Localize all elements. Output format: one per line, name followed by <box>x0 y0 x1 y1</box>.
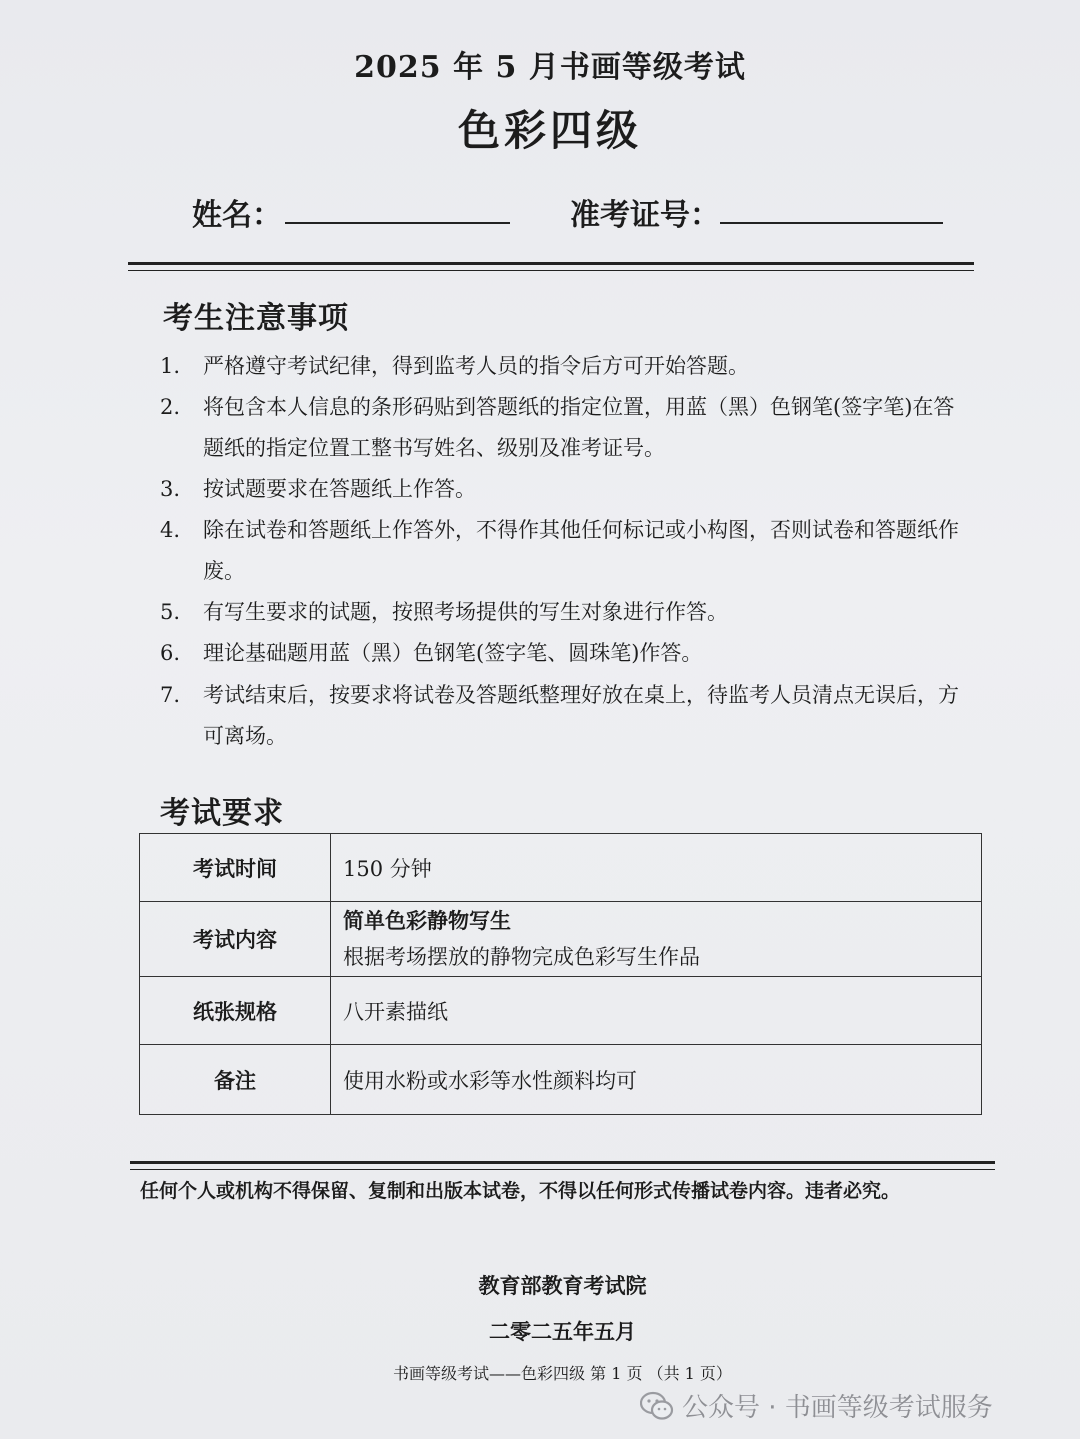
footer-rule-thin <box>130 1169 995 1170</box>
page-footer: 书画等级考试——色彩四级 第 1 页 （共 1 页） <box>393 1364 732 1383</box>
table-key-cell: 考试时间 <box>140 834 331 902</box>
notice-item-text: 按试题要求在答题纸上作答。 <box>203 477 476 501</box>
table-key-cell: 考试内容 <box>140 902 331 977</box>
table-row <box>140 902 982 977</box>
issuer-name: 教育部教育考试院 <box>478 1273 647 1298</box>
notice-item-number: 1. <box>160 354 181 378</box>
table-value-cell: 八开素描纸 <box>331 977 982 1045</box>
table-value-cell <box>331 902 982 977</box>
wechat-icon <box>640 1391 674 1421</box>
notice-item-text: 考试结束后，按要求将试卷及答题纸整理好放在桌上，待监考人员清点无误后，方可离场。 <box>203 683 959 748</box>
ticket-number-label: 准考证号： <box>570 198 720 233</box>
issue-date: 二零二五年五月 <box>489 1319 636 1344</box>
notice-item-text: 将包含本人信息的条形码贴到答题纸的指定位置，用蓝（黑）色钢笔(签字笔)在答题纸的指定位置工整书写姓名、级别及准考证号。 <box>203 395 955 460</box>
table-row <box>140 1045 982 1115</box>
notice-item-number: 3. <box>160 477 181 501</box>
table-key-cell: 备注 <box>140 1045 331 1115</box>
requirements-heading: 考试要求 <box>160 796 284 831</box>
table-row <box>140 977 982 1045</box>
table-value-cell: 使用水粉或水彩等水性颜料均可 <box>331 1045 982 1115</box>
table-value-cell: 150 分钟 <box>331 834 982 902</box>
watermark <box>640 1385 1070 1429</box>
notice-item-number: 7. <box>160 683 181 707</box>
name-blank-line <box>285 222 510 224</box>
ticket-number-blank-line <box>720 222 943 224</box>
requirements-table <box>139 833 982 1115</box>
footer-rule-thick <box>130 1161 995 1164</box>
table-value-title: 简单色彩静物写生 <box>343 908 511 933</box>
table-key-cell: 纸张规格 <box>140 977 331 1045</box>
notice-item-number: 2. <box>160 395 181 419</box>
notice-item-text: 除在试卷和答题纸上作答外，不得作其他任何标记或小构图，否则试卷和答题纸作废。 <box>203 518 959 583</box>
table-value-text: 根据考场摆放的静物完成色彩写生作品 <box>343 945 700 969</box>
header-rule-thick <box>128 262 974 265</box>
name-label: 姓名： <box>192 198 282 233</box>
watermark-text: 公众号 · 书画等级考试服务 <box>682 1393 993 1423</box>
notice-item-text: 理论基础题用蓝（黑）色钢笔(签字笔、圆珠笔)作答。 <box>203 641 703 665</box>
notice-item-text: 严格遵守考试纪律，得到监考人员的指令后方可开始答题。 <box>203 354 749 378</box>
notice-item-text: 有写生要求的试题，按照考场提供的写生对象进行作答。 <box>203 600 728 624</box>
table-row <box>140 834 982 902</box>
exam-title: 2025 年 5 月书画等级考试 <box>354 50 746 85</box>
notice-item-number: 6. <box>160 641 181 665</box>
notice-item-number: 5. <box>160 600 181 624</box>
notice-heading: 考生注意事项 <box>163 301 349 336</box>
copyright-warning: 任何个人或机构不得保留、复制和出版本试卷，不得以任何形式传播试卷内容。违者必究。 <box>140 1180 901 1202</box>
notice-item-number: 4. <box>160 518 181 542</box>
header-rule-thin <box>128 270 974 271</box>
exam-subtitle: 色彩四级 <box>457 106 642 155</box>
